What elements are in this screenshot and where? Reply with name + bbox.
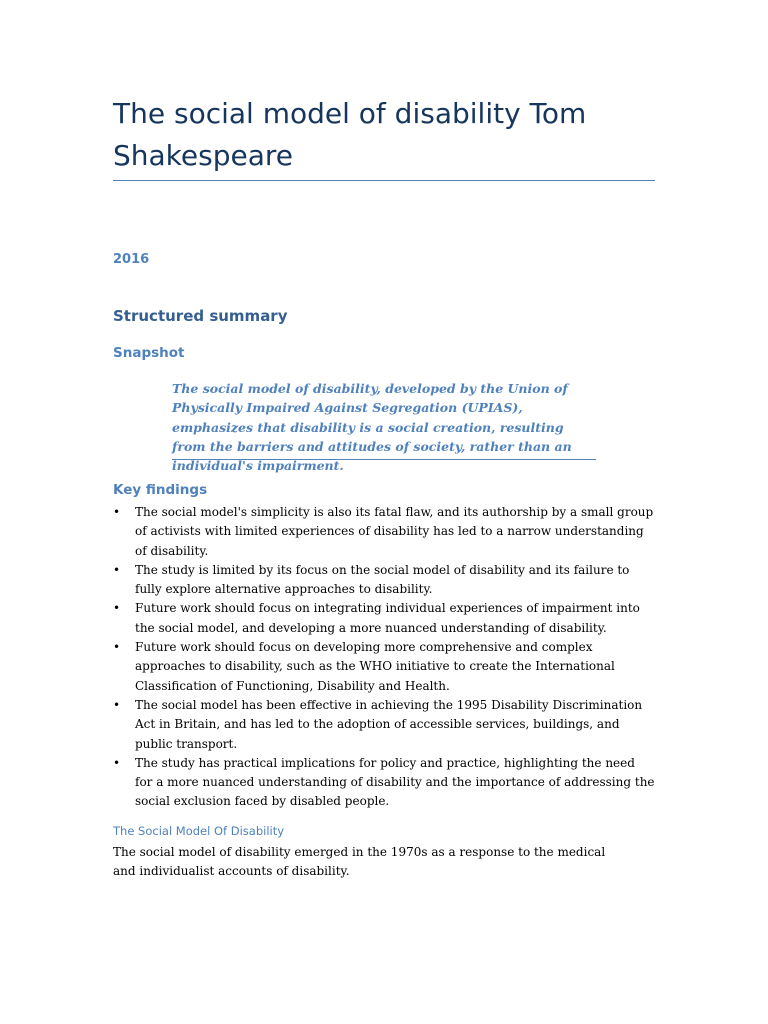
list-item [113, 754, 655, 812]
quote-divider [172, 459, 596, 460]
bullet-icon: • [113, 755, 121, 770]
finding-text: The social model has been effective in achieving the 1995 Disability Discrimination Act in Britain, and has led to the adoption of accessible services, buildings, and public transport. [135, 697, 643, 751]
bullet-icon: • [113, 562, 121, 577]
finding-text: Future work should focus on developing more comprehensive and complex approaches to disability, such as the WHO initiative to create the International Classification of Functioning, Disability and Health. [135, 640, 615, 693]
snapshot-heading: Snapshot [113, 345, 185, 361]
bullet-icon: • [113, 505, 121, 519]
publication-year: 2016 [113, 252, 150, 267]
finding-text: The study is limited by its focus on the social model of disability and its failure to fully explore alternative approaches to disability. [135, 562, 630, 597]
list-item [113, 599, 655, 638]
bullet-icon: • [113, 601, 121, 616]
finding-text: Future work should focus on integrating individual experiences of impairment into the social model, and developing a more nuanced understanding of disability. [135, 601, 640, 635]
title-divider [113, 180, 655, 181]
key-findings-list [113, 503, 655, 812]
body-paragraph: The social model of disability emerged in the 1970s as a response to the medical and individualist accounts of disability. [113, 845, 606, 879]
list-item [113, 561, 655, 600]
finding-text: The social model's simplicity is also its fatal flaw, and its authorship by a small group of activists with limited experiences of disability has led to a narrow understanding of disability. [135, 505, 654, 558]
section-heading: Structured summary [113, 307, 288, 325]
list-item [113, 638, 655, 696]
snapshot-quote: The social model of disability, developed by the Union of Physically Impaired Against Segregation (UPIAS), emphasizes that disability is a social creation, resulting from the barriers and attitudes of society, rather than an individual's impairment. [172, 381, 572, 474]
list-item [113, 503, 655, 561]
key-findings-heading: Key findings [113, 482, 208, 498]
subsection-heading: The Social Model Of Disability [113, 824, 285, 838]
list-item [113, 696, 655, 754]
finding-text: The study has practical implications for policy and practice, highlighting the need for a more nuanced understanding of disability and the importance of addressing the social exclusion faced by disabled people. [135, 755, 655, 809]
bullet-icon: • [113, 697, 121, 712]
document-title: The social model of disability Tom Shakespeare [113, 97, 587, 172]
bullet-icon: • [113, 640, 121, 655]
